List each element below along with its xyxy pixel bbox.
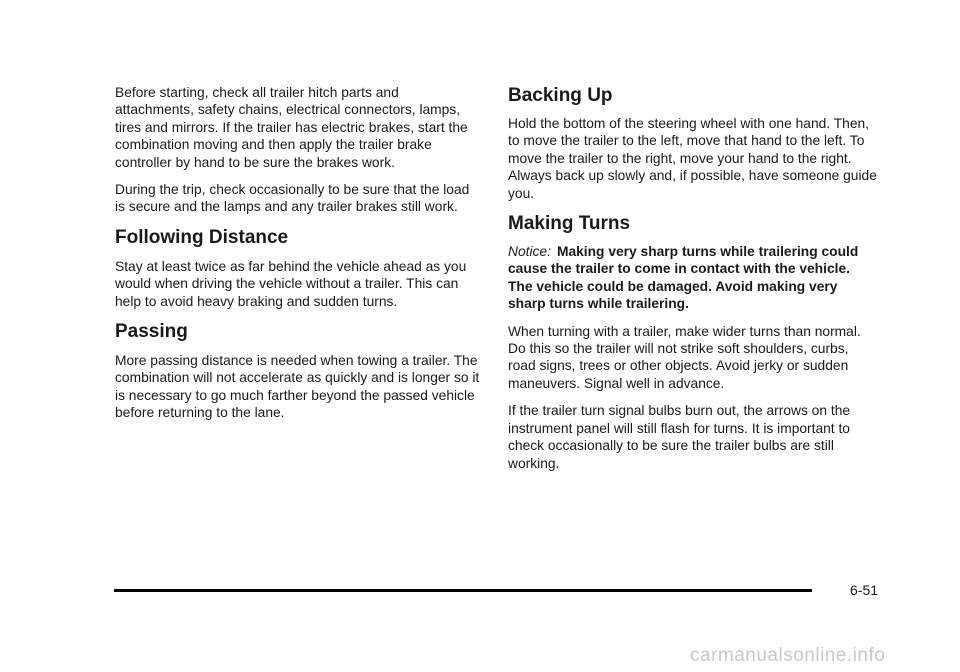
making-turns-paragraph-1: When turning with a trailer, make wider turns than normal. Do this so the trailer will not strike soft shoulders, curbs, road signs, trees or other objects. Avoid jerky or sudden maneuvers. Signal well in advance. <box>508 323 861 391</box>
notice-paragraph <box>508 243 878 313</box>
page-number: 6-51 <box>850 582 879 598</box>
making-turns-paragraph-2: If the trailer turn signal bulbs burn out, the arrows on the instrument panel will still flash for turns. It is important to check occasionally to be sure the trailer bulbs are still working. <box>508 403 851 471</box>
making-turns-heading: Making Turns <box>508 213 631 235</box>
notice-text: Making very sharp turns while trailering could cause the trailer to come in contact with the vehicle. The vehicle could be damaged. Avoid making very sharp turns while trailering. <box>508 244 859 312</box>
passing-heading: Passing <box>115 321 188 343</box>
right-column <box>508 84 878 482</box>
intro-paragraph-2: During the trip, check occasionally to be sure that the load is secure and the lamps and any trailer brakes still work. <box>115 182 470 215</box>
intro-paragraph-1: Before starting, check all trailer hitch parts and attachments, safety chains, electrical connectors, lamps, tires and mirrors. If the trailer has electric brakes, start the combination moving and then apply the trailer brake controller by hand to be sure the brakes work. <box>115 85 468 170</box>
watermark: carmanualsonline.info <box>690 645 886 666</box>
following-distance-paragraph: Stay at least twice as far behind the vehicle ahead as you would when driving the vehicle without a trailer. This can help to avoid heavy braking and sudden turns. <box>115 258 467 309</box>
left-column <box>115 84 480 432</box>
following-distance-heading: Following Distance <box>115 226 289 248</box>
footer-rule <box>114 589 812 592</box>
backing-up-paragraph: Hold the bottom of the steering wheel with one hand. Then, to move the trailer to the left, move that hand to the left. To move the trailer to the right, move your hand to the right. Always back up slowly and, if possible, have someone guide you. <box>508 116 877 201</box>
passing-paragraph: More passing distance is needed when towing a trailer. The combination will not accelerate as quickly and is longer so it is necessary to go much farther beyond the passed vehicle before returning to the lane. <box>115 353 480 421</box>
backing-up-heading: Backing Up <box>508 85 613 106</box>
notice-label: Notice: <box>508 244 551 260</box>
